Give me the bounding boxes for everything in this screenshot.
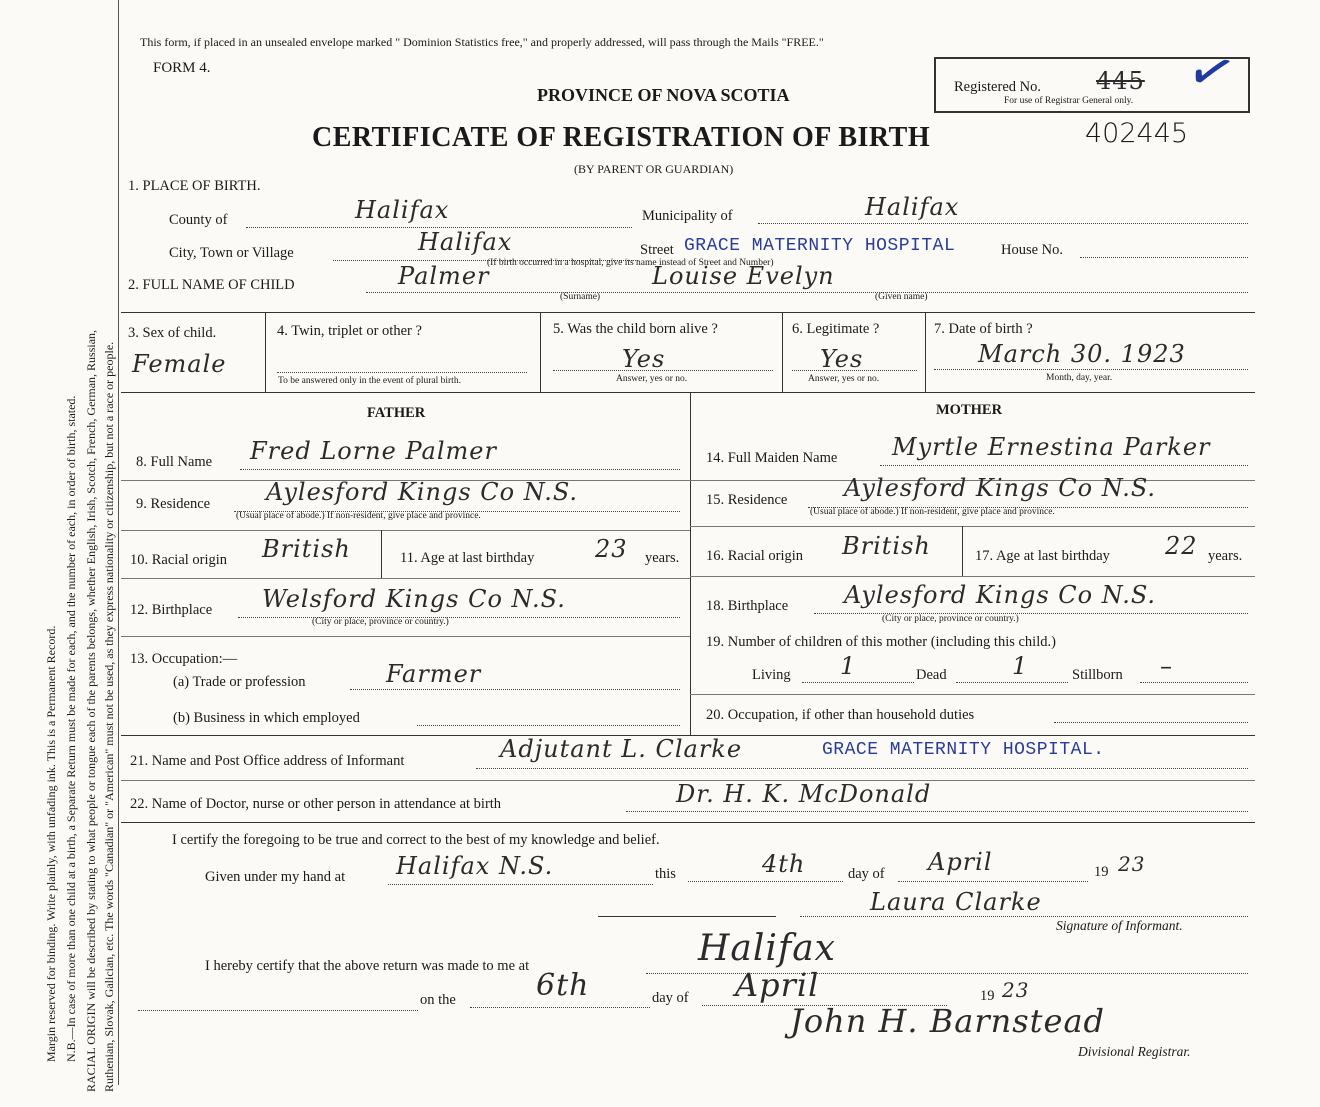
given-name-note: (Given name): [875, 292, 928, 302]
father-residence: Aylesford Kings Co N.S.: [266, 478, 579, 506]
mother-race: British: [842, 532, 931, 560]
informant-day: 4th: [762, 850, 806, 878]
place-of-birth-label: 1. PLACE OF BIRTH.: [128, 178, 261, 194]
city-label: City, Town or Village: [169, 245, 294, 261]
living-value: 1: [840, 652, 857, 680]
divisional-registrar-label: Divisional Registrar.: [1078, 1044, 1191, 1059]
city-value: Halifax: [418, 228, 513, 256]
municipality-value: Halifax: [865, 193, 960, 221]
mother-birthplace: Aylesford Kings Co N.S.: [844, 581, 1157, 609]
mother-name-label: 14. Full Maiden Name: [706, 450, 838, 466]
registrar-certify-text: I hereby certify that the above return was made to me at: [205, 958, 530, 974]
legitimate-value: Yes: [820, 345, 864, 373]
dead-label: Dead: [916, 667, 947, 683]
municipality-label: Municipality of: [642, 208, 733, 224]
mother-occupation-label: 20. Occupation, if other than household duties: [706, 707, 975, 723]
street-value: GRACE MATERNITY HOSPITAL: [684, 236, 956, 256]
margin-note-1: Margin reserved for binding. Write plainly, with unfading ink. This is a Permanent Record.: [44, 625, 58, 1062]
trade-label: (a) Trade or profession: [173, 674, 306, 690]
children-label: 19. Number of children of this mother (including this child.): [706, 634, 1056, 650]
occupation-label: 13. Occupation:—: [130, 651, 238, 667]
certification-text: I certify the foregoing to be true and correct to the best of my knowledge and belief.: [172, 832, 660, 848]
county-value: Halifax: [355, 196, 450, 224]
margin-note-2: N.B.—In case of more than one child at a birth, a Separate Return must be made for each, and the number of each, in order of birth, stated.: [64, 395, 78, 1062]
informant-dayof-label: day of: [848, 866, 885, 882]
father-birthplace-label: 12. Birthplace: [130, 602, 213, 618]
informant-place: Halifax N.S.: [396, 852, 554, 880]
father-race: British: [262, 535, 351, 563]
child-given-name: Louise Evelyn: [652, 262, 835, 290]
given-under-label: Given under my hand at: [205, 869, 346, 885]
margin-notes: [8, 0, 116, 1107]
father-name-label: 8. Full Name: [136, 454, 213, 470]
this-label: this: [655, 866, 676, 882]
registrar-month: April: [735, 966, 820, 1004]
mother-age-label: 17. Age at last birthday: [975, 548, 1110, 564]
mother-years: years.: [1208, 548, 1243, 564]
county-label: County of: [169, 212, 228, 228]
registered-label: Registered No.: [954, 79, 1041, 95]
father-residence-label: 9. Residence: [136, 496, 211, 512]
father-heading: FATHER: [367, 405, 426, 421]
alive-label: 5. Was the child born alive ?: [553, 321, 718, 337]
alive-answer-note: Answer, yes or no.: [616, 374, 688, 384]
registrar-on-label: on the: [420, 992, 456, 1008]
mother-birthplace-label: 18. Birthplace: [706, 598, 789, 614]
father-birthplace: Welsford Kings Co N.S.: [262, 585, 566, 613]
mother-maiden-name: Myrtle Ernestina Parker: [892, 433, 1211, 461]
father-race-label: 10. Racial origin: [130, 552, 228, 568]
form-number: FORM 4.: [153, 60, 211, 76]
dob-label: 7. Date of birth ?: [934, 321, 1033, 337]
binding-line: [118, 0, 119, 1085]
registrar-day: 6th: [536, 968, 590, 1003]
doctor-label: 22. Name of Doctor, nurse or other person in attendance at birth: [130, 796, 502, 812]
doctor-name: Dr. H. K. McDonald: [676, 780, 932, 808]
mother-race-label: 16. Racial origin: [706, 548, 804, 564]
informant-label: 21. Name and Post Office address of Informant: [130, 753, 405, 769]
father-birthplace-note: (City or place, province or country.): [312, 617, 449, 627]
father-age-label: 11. Age at last birthday: [400, 550, 535, 566]
father-trade: Farmer: [386, 660, 482, 688]
dob-note: Month, day, year.: [1046, 373, 1113, 383]
informant-signature: Laura Clarke: [870, 888, 1042, 916]
sex-label: 3. Sex of child.: [128, 325, 217, 341]
province-title: PROVINCE OF NOVA SCOTIA: [537, 85, 790, 105]
informant-year-prefix: 19: [1094, 864, 1109, 880]
registrar-year: 23: [1002, 978, 1030, 1002]
registrar-place: Halifax: [698, 928, 836, 969]
registrar-year-prefix: 19: [980, 988, 995, 1004]
street-label: Street: [640, 242, 674, 258]
father-age: 23: [595, 535, 628, 563]
father-years: years.: [645, 550, 680, 566]
stillborn-label: Stillborn: [1072, 667, 1123, 683]
registered-number: 445: [1096, 67, 1145, 95]
margin-note-3: RACIAL ORIGIN will be described by stating to what people or tongue each of the parents belongs, whether English, Irish, Scotch, French, German, Russian,: [84, 329, 98, 1092]
legitimate-label: 6. Legitimate ?: [792, 321, 880, 337]
twin-label: 4. Twin, triplet or other ?: [277, 323, 422, 339]
signature-of-informant-label: Signature of Informant.: [1056, 918, 1183, 933]
house-label: House No.: [1001, 242, 1064, 258]
registrar-dayof-label: day of: [652, 990, 689, 1006]
legitimate-answer-note: Answer, yes or no.: [808, 374, 880, 384]
margin-note-4: Ruthenian, Slovak, Galician, etc. The words "Canadian" or "American" must not be used, as they express nationality or citizenship, but not a race or people.: [102, 341, 116, 1092]
mother-residence-label: 15. Residence: [706, 492, 788, 508]
registrar-signature: John H. Barnstead: [790, 1002, 1106, 1040]
stillborn-value: –: [1160, 652, 1173, 680]
alive-value: Yes: [622, 345, 666, 373]
twin-note: To be answered only in the event of plural birth.: [278, 376, 461, 386]
father-abode-note: (Usual place of abode.) If non-resident, give place and province.: [236, 511, 481, 521]
dead-value: 1: [1012, 652, 1029, 680]
certificate-number: 402445: [1085, 118, 1189, 149]
informant-stamp: GRACE MATERNITY HOSPITAL.: [822, 740, 1105, 760]
mail-note: This form, if placed in an unsealed envelope marked " Dominion Statistics free," and properly addressed, will pass through the Mails "FREE.": [140, 35, 824, 49]
sex-value: Female: [132, 350, 227, 378]
mother-age: 22: [1165, 532, 1198, 560]
mother-birthplace-note: (City or place, province or country.): [882, 614, 1019, 624]
dob-value: March 30. 1923: [978, 340, 1186, 368]
informant-name: Adjutant L. Clarke: [500, 735, 743, 763]
check-mark-icon: ✓: [1179, 36, 1244, 110]
registrar-note: For use of Registrar General only.: [1004, 96, 1134, 106]
father-name: Fred Lorne Palmer: [250, 437, 497, 465]
living-label: Living: [752, 667, 791, 683]
mother-residence: Aylesford Kings Co N.S.: [844, 474, 1157, 502]
mother-abode-note: (Usual place of abode.) If non-resident, give place and province.: [810, 507, 1055, 517]
mother-heading: MOTHER: [936, 402, 1003, 418]
child-surname: Palmer: [398, 262, 490, 290]
surname-note: (Surname): [560, 292, 601, 302]
business-label: (b) Business in which employed: [173, 710, 360, 726]
certificate-title: CERTIFICATE OF REGISTRATION OF BIRTH: [312, 122, 931, 153]
informant-month: April: [928, 848, 993, 876]
certificate-subtitle: (BY PARENT OR GUARDIAN): [574, 162, 734, 176]
informant-year: 23: [1118, 852, 1146, 876]
child-name-label: 2. FULL NAME OF CHILD: [128, 277, 295, 293]
hospital-note: (If birth occurred in a hospital, give its name instead of Street and Number): [487, 258, 774, 268]
